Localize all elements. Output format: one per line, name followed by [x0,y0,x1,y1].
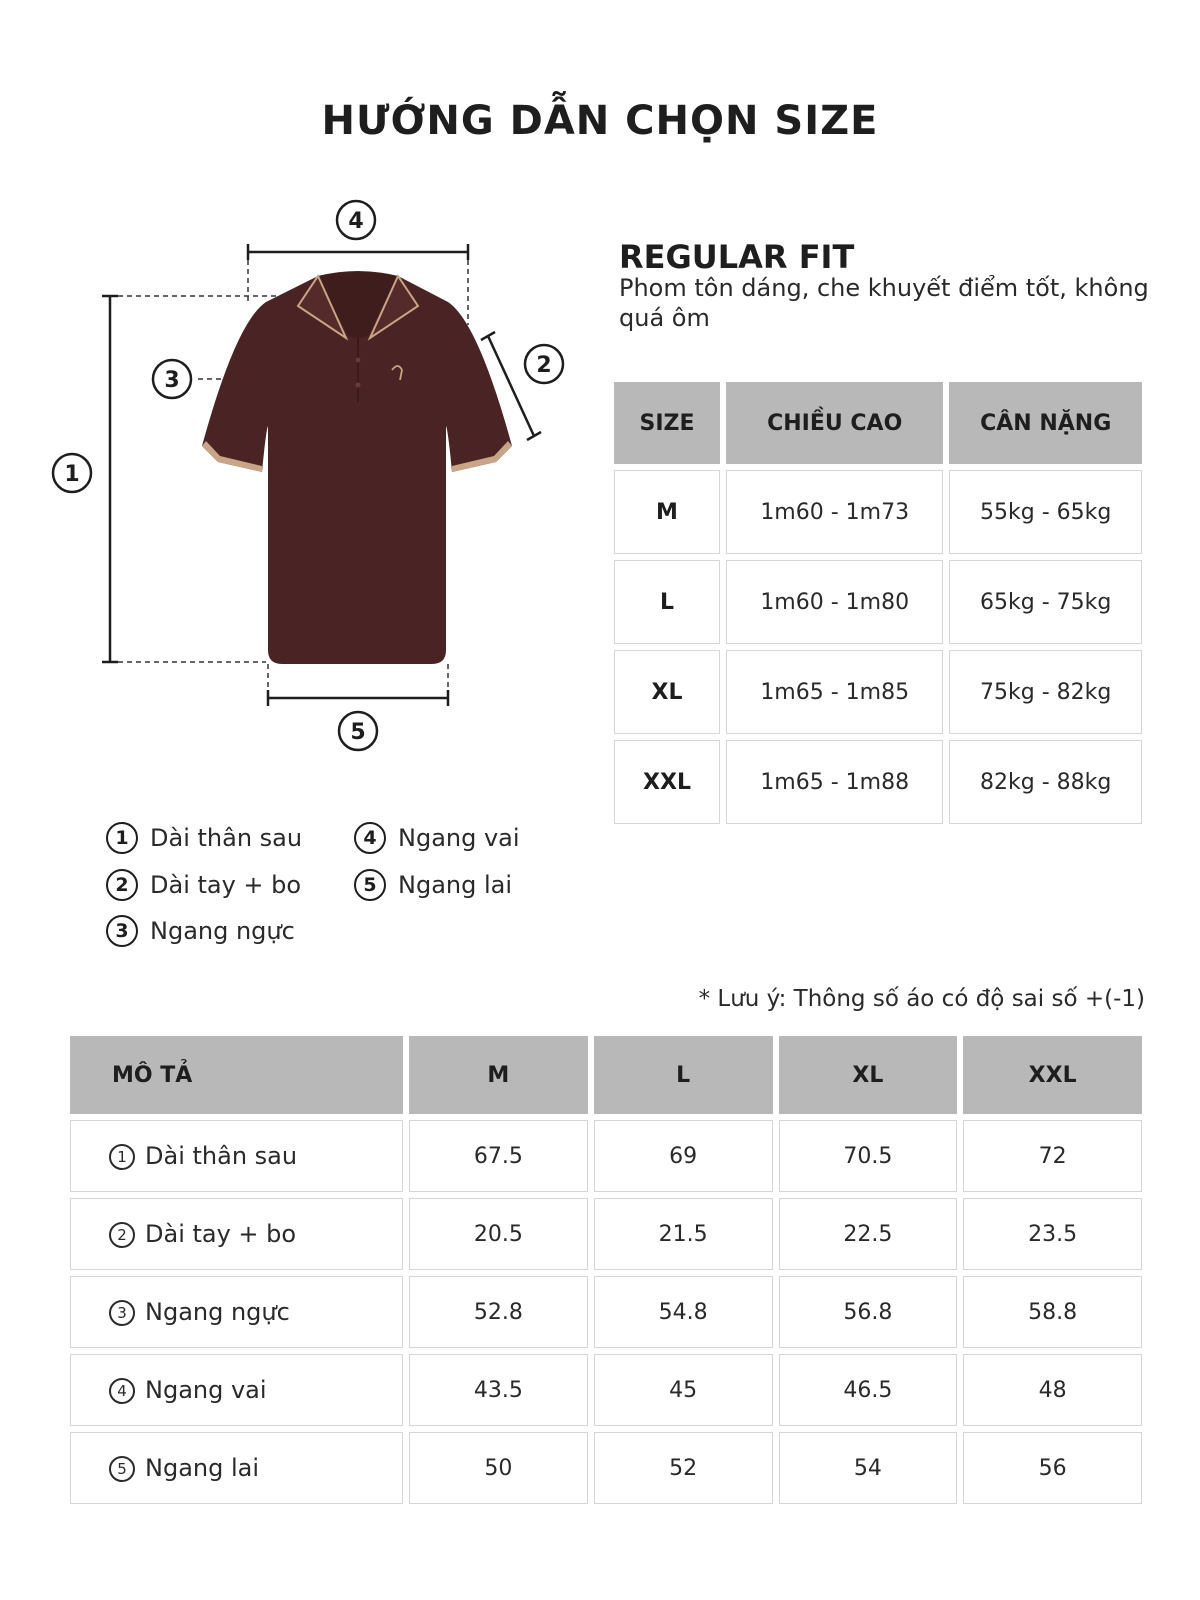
legend-label: Ngang vai [398,824,520,852]
value-cell: 70.5 [779,1120,958,1192]
value-cell: 23.5 [963,1198,1142,1270]
value-cell: 58.8 [963,1276,1142,1348]
weight-cell: 75kg - 82kg [949,650,1142,734]
marker-1 [53,454,91,492]
size-col-header: SIZE [614,382,720,464]
number-badge: 4 [354,822,386,854]
value-cell: 56.8 [779,1276,958,1348]
shirt-diagram-svg [0,190,600,790]
height-col-header: CHIỀU CAO [726,382,943,464]
row-label: Ngang ngực [145,1298,290,1326]
marker-5 [339,712,377,750]
fit-title: REGULAR FIT [619,238,855,276]
size-l-col-header: L [594,1036,773,1114]
value-cell: 46.5 [779,1354,958,1426]
size-cell: XXL [614,740,720,824]
weight-cell: 55kg - 65kg [949,470,1142,554]
svg-text:4: 4 [348,209,364,234]
number-badge: 5 [354,869,386,901]
row-label-cell [70,1198,403,1270]
weight-cell: 82kg - 88kg [949,740,1142,824]
value-cell: 54.8 [594,1276,773,1348]
table-row [70,1432,1142,1504]
value-cell: 52 [594,1432,773,1504]
legend-label: Ngang lai [398,871,513,899]
number-badge: 5 [109,1456,135,1482]
legend-item [106,822,302,854]
polo-shirt-image [202,271,512,664]
value-cell: 54 [779,1432,958,1504]
value-cell: 48 [963,1354,1142,1426]
value-cell: 72 [963,1120,1142,1192]
value-cell: 21.5 [594,1198,773,1270]
height-cell: 1m65 - 1m85 [726,650,943,734]
value-cell: 20.5 [409,1198,588,1270]
legend-item [354,822,520,854]
size-recommendation-table [608,376,1148,830]
height-cell: 1m65 - 1m88 [726,740,943,824]
svg-text:2: 2 [536,353,552,378]
table-row [70,1354,1142,1426]
value-cell: 69 [594,1120,773,1192]
table-row [614,740,1142,824]
value-cell: 43.5 [409,1354,588,1426]
height-cell: 1m60 - 1m73 [726,470,943,554]
marker-2 [525,345,563,383]
row-label-cell [70,1432,403,1504]
row-label: Dài thân sau [145,1142,298,1170]
value-cell: 22.5 [779,1198,958,1270]
table-row [70,1120,1142,1192]
size-cell: M [614,470,720,554]
legend-label: Dài tay + bo [150,871,302,899]
size-xl-col-header: XL [779,1036,958,1114]
row-label: Ngang lai [145,1454,260,1482]
table-row [70,1276,1142,1348]
number-badge: 3 [106,915,138,947]
measurement-legend [106,822,586,962]
legend-label: Ngang ngực [150,917,295,945]
row-label: Ngang vai [145,1376,267,1404]
measurement-spec-table [64,1030,1148,1510]
size-cell: L [614,560,720,644]
number-badge: 1 [106,822,138,854]
row-label-cell [70,1354,403,1426]
table-row [70,1198,1142,1270]
value-cell: 50 [409,1432,588,1504]
table-row [614,470,1142,554]
value-cell: 45 [594,1354,773,1426]
svg-text:3: 3 [164,368,180,393]
row-label: Dài tay + bo [145,1220,297,1248]
row-label-cell [70,1276,403,1348]
page-title: HƯỚNG DẪN CHỌN SIZE [321,98,879,144]
value-cell: 56 [963,1432,1142,1504]
shirt-measurement-diagram [0,190,600,790]
tolerance-note: * Lưu ý: Thông số áo có độ sai số +(-1) [698,986,1145,1012]
size-xxl-col-header: XXL [963,1036,1142,1114]
size-m-col-header: M [409,1036,588,1114]
table-row [614,650,1142,734]
legend-label: Dài thân sau [150,824,303,852]
height-cell: 1m60 - 1m80 [726,560,943,644]
weight-col-header: CÂN NẶNG [949,382,1142,464]
svg-text:1: 1 [64,462,80,487]
value-cell: 52.8 [409,1276,588,1348]
marker-4 [337,201,375,239]
size-cell: XL [614,650,720,734]
svg-text:5: 5 [350,720,366,745]
fit-description: Phom tôn dáng, che khuyết điểm tốt, không quá ôm [619,274,1149,332]
number-badge: 3 [109,1300,135,1326]
number-badge: 2 [106,869,138,901]
number-badge: 1 [109,1144,135,1170]
value-cell: 67.5 [409,1120,588,1192]
description-col-header: MÔ TẢ [70,1036,403,1114]
table-row [614,560,1142,644]
number-badge: 2 [109,1222,135,1248]
number-badge: 4 [109,1378,135,1404]
legend-item [354,869,512,901]
row-label-cell [70,1120,403,1192]
marker-3 [153,360,191,398]
legend-item [106,869,301,901]
legend-item [106,915,295,947]
weight-cell: 65kg - 75kg [949,560,1142,644]
